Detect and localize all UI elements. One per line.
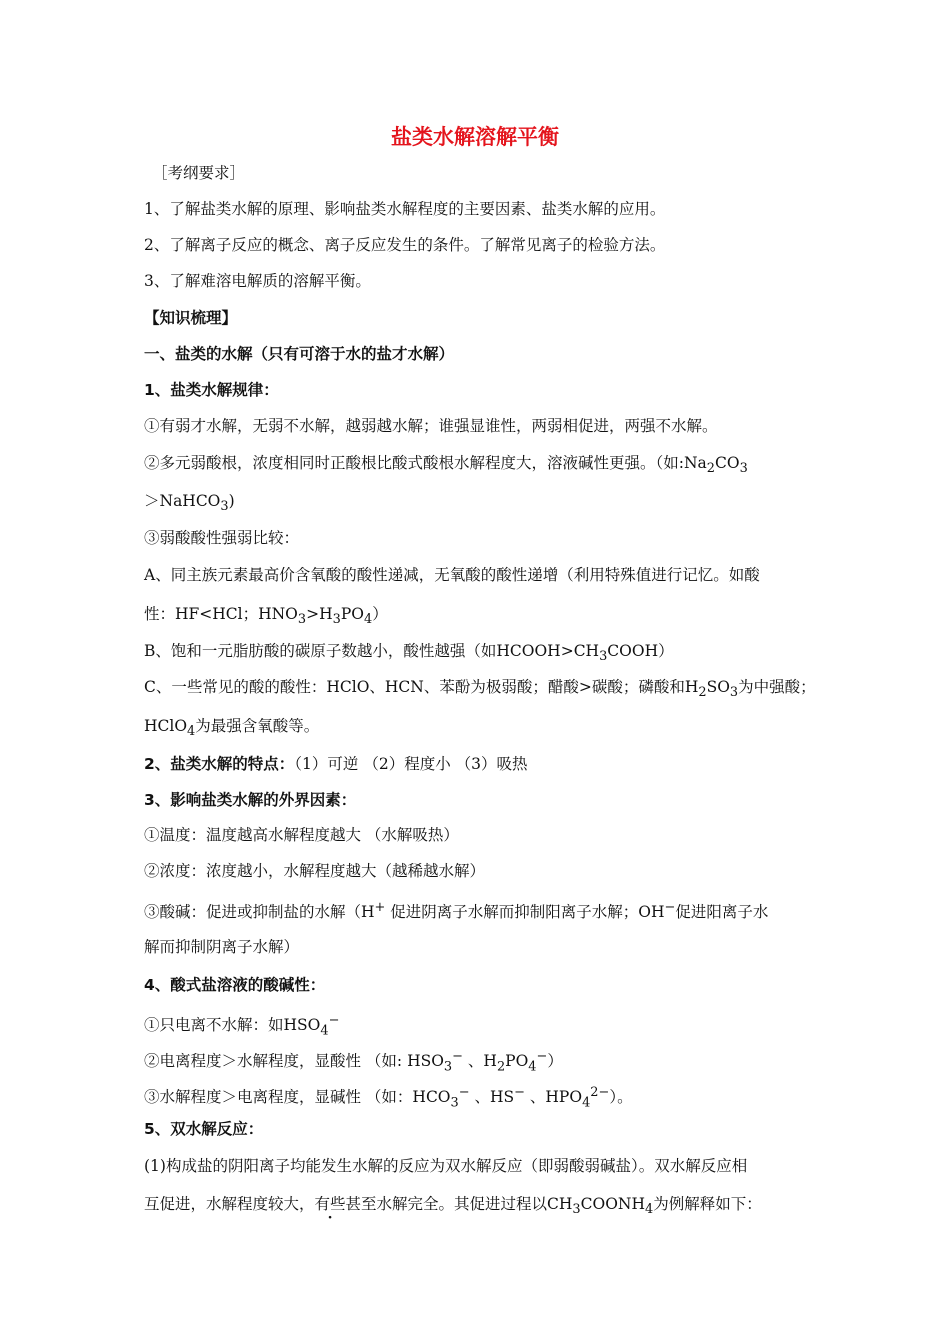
- rule-3: ③弱酸酸性强弱比较：: [144, 529, 300, 547]
- knowledge-heading: 【知识梳理】: [144, 309, 238, 327]
- rule-a-line1: A、同主族元素最高价含氧酸的酸性递减，无氧酸的酸性递增（利用特殊值进行记忆。如酸: [144, 566, 760, 584]
- double-line2: 互促进，水解程度较大，有些甚至水解完全。其促进过程以$CH_3COONH_4$为例解释如下：: [144, 1195, 762, 1218]
- rule-c-line2: HClO$_4$为最强含氧酸等。: [144, 717, 320, 740]
- rule-heading: 1、盐类水解规律：: [144, 381, 279, 399]
- acidsalt-1: ①只电离不水解：如$HSO_4^-$: [144, 1013, 340, 1039]
- acidsalt-heading: 4、酸式盐溶液的酸碱性：: [144, 976, 326, 994]
- acidsalt-3: ③水解程度＞电离程度，显碱性 （如：$HCO_3^-$ 、HS− 、$HPO_4^{2-}$）。: [144, 1085, 633, 1111]
- section1-heading: 一、盐类的水解（只有可溶于水的盐才水解）: [144, 345, 455, 363]
- requirements-heading: ［考纲要求］: [152, 164, 246, 182]
- factor-3-line2: 解而抑制阴离子水解）: [144, 938, 300, 956]
- requirement-2: 2、了解离子反应的概念、离子反应发生的条件。了解常见离子的检验方法。: [144, 236, 666, 254]
- factor-3-line1: ③酸碱：促进或抑制盐的水解（H+ 促进阴离子水解而抑制阳离子水解；OH−促进阳离子水: [144, 900, 769, 922]
- rule-1: ①有弱才水解，无弱不水解，越弱越水解；谁强显谁性，两弱相促进，两强不水解。: [144, 417, 718, 435]
- feature-text: （1）可逆 （2）程度小 （3）吸热: [294, 755, 528, 773]
- rule-2-line2: ＞NaHCO$_3$): [144, 492, 235, 515]
- rule-a-line2: 性：HF<HCl；$HNO_3>H_3PO_4$）: [144, 605, 388, 628]
- feature-heading: 2、盐类水解的特点：: [144, 755, 295, 773]
- factor-2: ②浓度：浓度越小，水解程度越大（越稀越水解）: [144, 862, 486, 880]
- double-heading: 5、双水解反应：: [144, 1120, 264, 1138]
- double-line1: (1)构成盐的阴阳离子均能发生水解的反应为双水解反应（即弱酸弱碱盐）。双水解反应相: [144, 1157, 748, 1175]
- requirement-3: 3、了解难溶电解质的溶解平衡。: [144, 272, 371, 290]
- feature-line: [144, 754, 528, 774]
- factor-heading: 3、影响盐类水解的外界因素：: [144, 791, 357, 809]
- requirement-1: 1、了解盐类水解的原理、影响盐类水解程度的主要因素、盐类水解的应用。: [144, 200, 666, 218]
- rule-2-line1: ②多元弱酸根，浓度相同时正酸根比酸式酸根水解程度大，溶液碱性更强。（如$:Na_2CO_3$: [144, 454, 748, 477]
- factor-1: ①温度：温度越高水解程度越大 （水解吸热）: [144, 826, 459, 844]
- acidsalt-2: ②电离程度＞水解程度，显酸性 （如: $HSO_3^-$ 、$H_2PO_4^-$）: [144, 1049, 563, 1075]
- rule-b: B、饱和一元脂肪酸的碳原子数越小，酸性越强（如$HCOOH>CH_3COOH$）: [144, 642, 674, 665]
- rule-c-line1: C、一些常见的酸的酸性：HClO、HCN、苯酚为极弱酸；醋酸>碳酸；磷酸和$H_2SO_3$为中强酸；: [144, 678, 816, 701]
- emphasis-dots: 有些: [314, 1195, 346, 1213]
- page-title: 盐类水解溶解平衡: [391, 125, 559, 149]
